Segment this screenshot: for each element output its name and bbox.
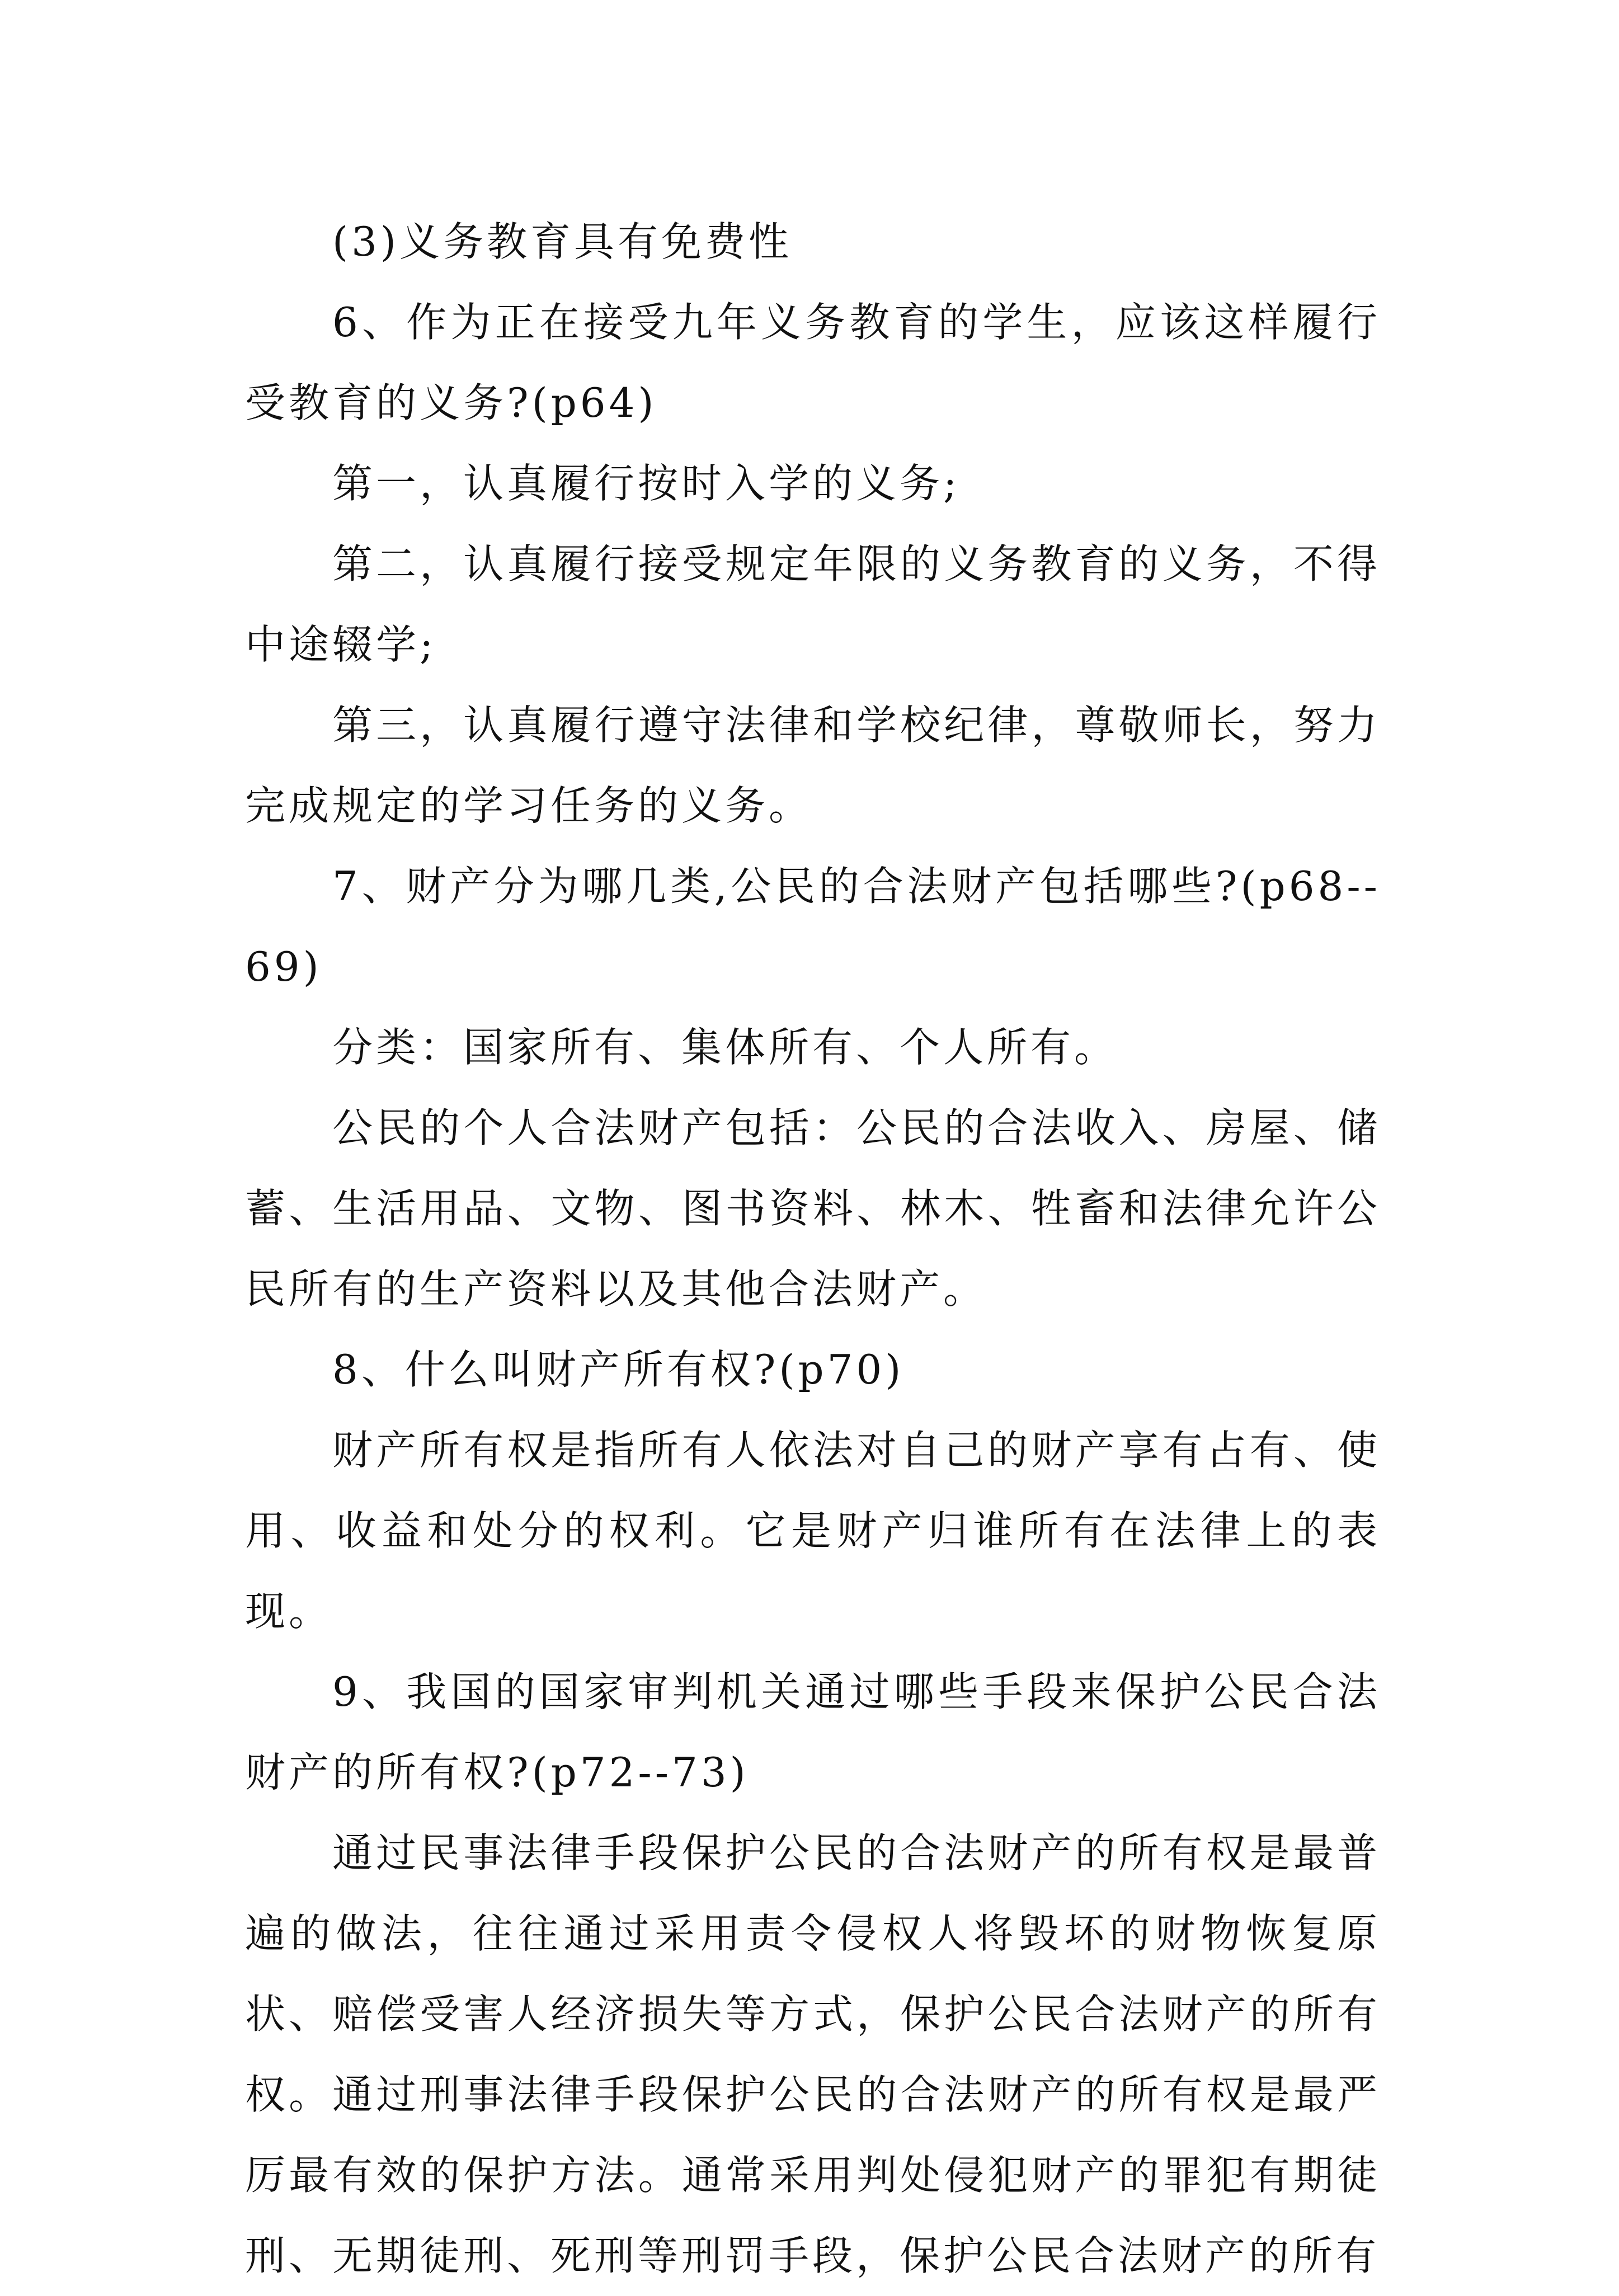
question-7: 7、财产分为哪几类,公民的合法财产包括哪些?(p68--69) [245, 863, 1381, 990]
answer-6-first: 第一，认真履行按时入学的义务; [332, 460, 961, 507]
answer-7-classification: 分类：国家所有、集体所有、个人所有。 [332, 1024, 1118, 1071]
answer-8: 财产所有权是指所有人依法对自己的财产享有占有、使用、收益和处分的权利。它是财产归谁所有在法律上的表现。 [245, 1427, 1381, 1635]
answer-6-second: 第二，认真履行接受规定年限的义务教育的义务，不得中途辍学; [245, 540, 1381, 668]
answer-7-legal-property: 公民的个人合法财产包括：公民的合法收入、房屋、储蓄、生活用品、文物、图书资料、林木、牲畜和法律允许公民所有的生产资料以及其他合法财产。 [245, 1104, 1381, 1312]
question-6: 6、作为正在接受九年义务教育的学生，应该这样履行受教育的义务?(p64) [245, 299, 1381, 426]
answer-9: 通过民事法律手段保护公民的合法财产的所有权是最普遍的做法，往往通过采用责令侵权人将毁坏的财物恢复原状、赔偿受害人经济损失等方式，保护公民合法财产的所有权。通过刑事法律手段保护公民的合法财产的所有权是最严厉最有效的保护方法。通常采用判处侵犯财产的罪犯有期徒刑、无期徒刑、死刑等刑罚手段，保护公民合法财产的所有 [245, 1829, 1381, 2279]
paragraph-3-free: (3)义务教育具有免费性 [332, 218, 792, 265]
question-9: 9、我国的国家审判机关通过哪些手段来保护公民合法财产的所有权?(p72--73) [245, 1668, 1381, 1796]
document-body [245, 201, 1381, 2296]
answer-6-third: 第三，认真履行遵守法律和学校纪律，尊敬师长，努力完成规定的学习任务的义务。 [245, 702, 1381, 829]
question-8: 8、什么叫财产所有权?(p70) [332, 1346, 905, 1393]
